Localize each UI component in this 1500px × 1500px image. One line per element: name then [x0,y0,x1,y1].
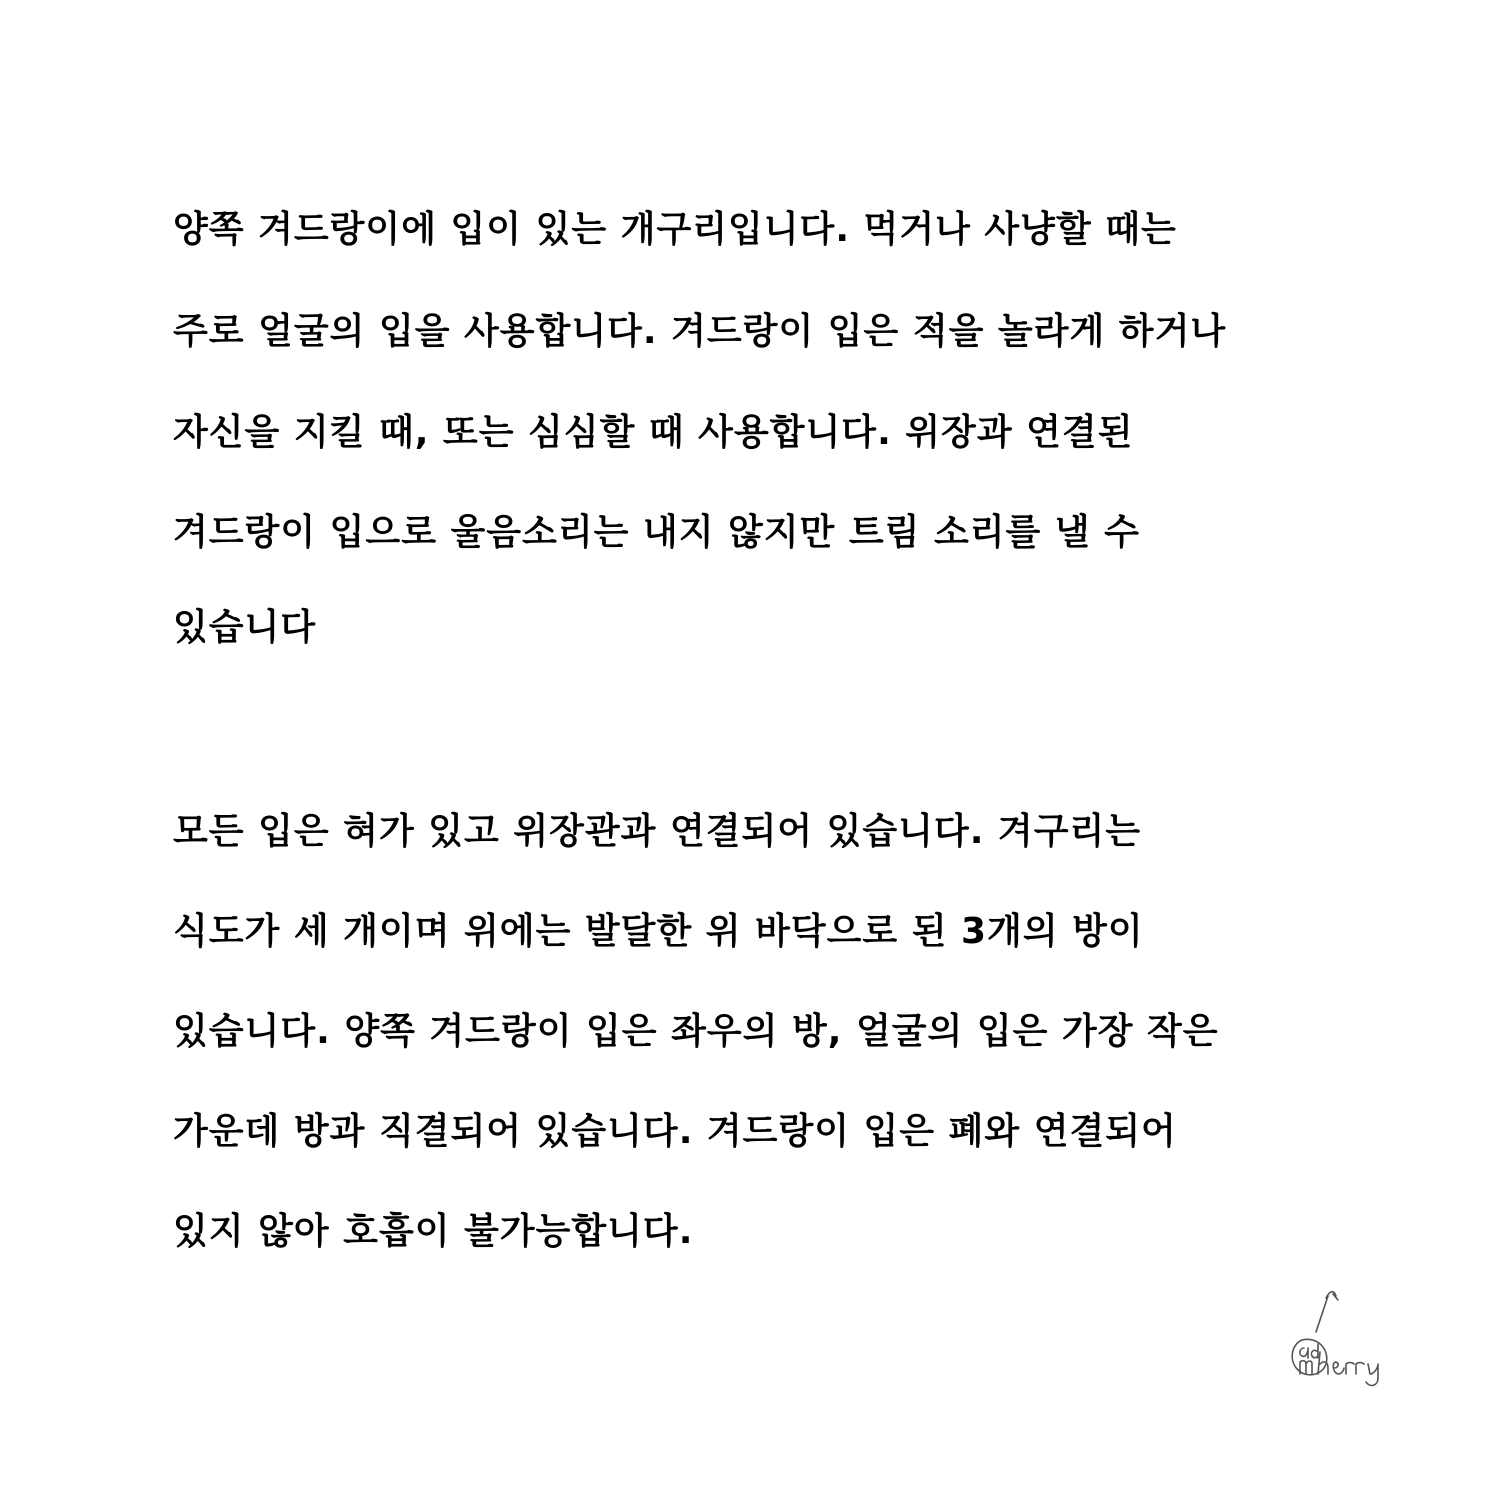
text-line: 양쪽 겨드랑이에 입이 있는 개구리입니다. 먹거나 사냥할 때는 [173,209,1177,250]
text-line: 모든 입은 혀가 있고 위장관과 연결되어 있습니다. 겨구리는 [173,811,1142,852]
text-line: 있습니다 [173,607,317,648]
text-line: 겨드랑이 입으로 울음소리는 내지 않지만 트림 소리를 낼 수 [173,512,1140,553]
text-line: 식도가 세 개이며 위에는 발달한 위 바닥으로 된 3개의 방이 [173,911,1144,952]
text-line: 주로 얼굴의 입을 사용합니다. 겨드랑이 입은 적을 놀라게 하거나 [173,311,1227,352]
cherry-signature-icon [1278,1288,1408,1388]
text-line: 있지 않아 호흡이 불가능합니다. [173,1211,694,1252]
text-line: 있습니다. 양쪽 겨드랑이 입은 좌우의 방, 얼굴의 입은 가장 작은 [173,1011,1219,1052]
text-line: 자신을 지킬 때, 또는 심심할 때 사용합니다. 위장과 연결된 [173,412,1134,453]
text-line: 가운데 방과 직결되어 있습니다. 겨드랑이 입은 폐와 연결되어 [173,1111,1177,1152]
